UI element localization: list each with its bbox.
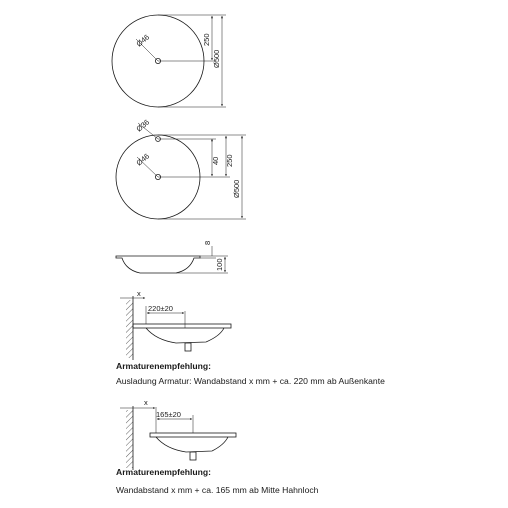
wall-hatch xyxy=(126,410,133,468)
wall-hatch xyxy=(126,300,133,358)
recommendation-text-2: Wandabstand x mm + ca. 165 mm ab Mitte Hahnloch xyxy=(116,485,319,495)
dimension-250-label: 250 xyxy=(202,33,211,46)
x-label: x xyxy=(144,398,148,407)
dimension-250-label: 250 xyxy=(225,154,234,167)
recommendation-title-1: Armaturenempfehlung: xyxy=(116,361,212,371)
x-label: x xyxy=(137,289,141,298)
installation-drawing-1 xyxy=(120,289,231,360)
countertop xyxy=(150,433,236,437)
dimension-165-label: 165±20 xyxy=(156,410,181,419)
basin-section xyxy=(146,328,224,343)
dimension-500-label: Ø500 xyxy=(232,179,241,198)
overflow-diameter-label: Ø36 xyxy=(134,117,152,134)
basin-section xyxy=(156,437,228,452)
tap-hole-diameter-label: Ø46 xyxy=(134,32,152,49)
recommendation-title-2: Armaturenempfehlung: xyxy=(116,467,212,477)
tap-hole-diameter-label: Ø46 xyxy=(134,151,152,168)
top-view-1 xyxy=(112,15,226,107)
dimension-220-label: 220±20 xyxy=(148,304,173,313)
drain-waste xyxy=(185,343,191,351)
dimension-500-label: Ø500 xyxy=(212,49,221,68)
basin-profile xyxy=(116,256,200,273)
dimension-40-label: 40 xyxy=(211,156,220,165)
top-view-2 xyxy=(116,118,246,219)
installation-drawing-2 xyxy=(120,398,236,470)
countertop xyxy=(133,324,231,328)
dimension-8-label: 8 xyxy=(203,240,212,245)
recommendation-text-1: Ausladung Armatur: Wandabstand x mm + ca. 220 mm ab Außenkante xyxy=(116,376,385,386)
drain-waste xyxy=(190,452,196,460)
dimension-100-label: 100 xyxy=(215,258,224,271)
side-view xyxy=(116,241,228,273)
